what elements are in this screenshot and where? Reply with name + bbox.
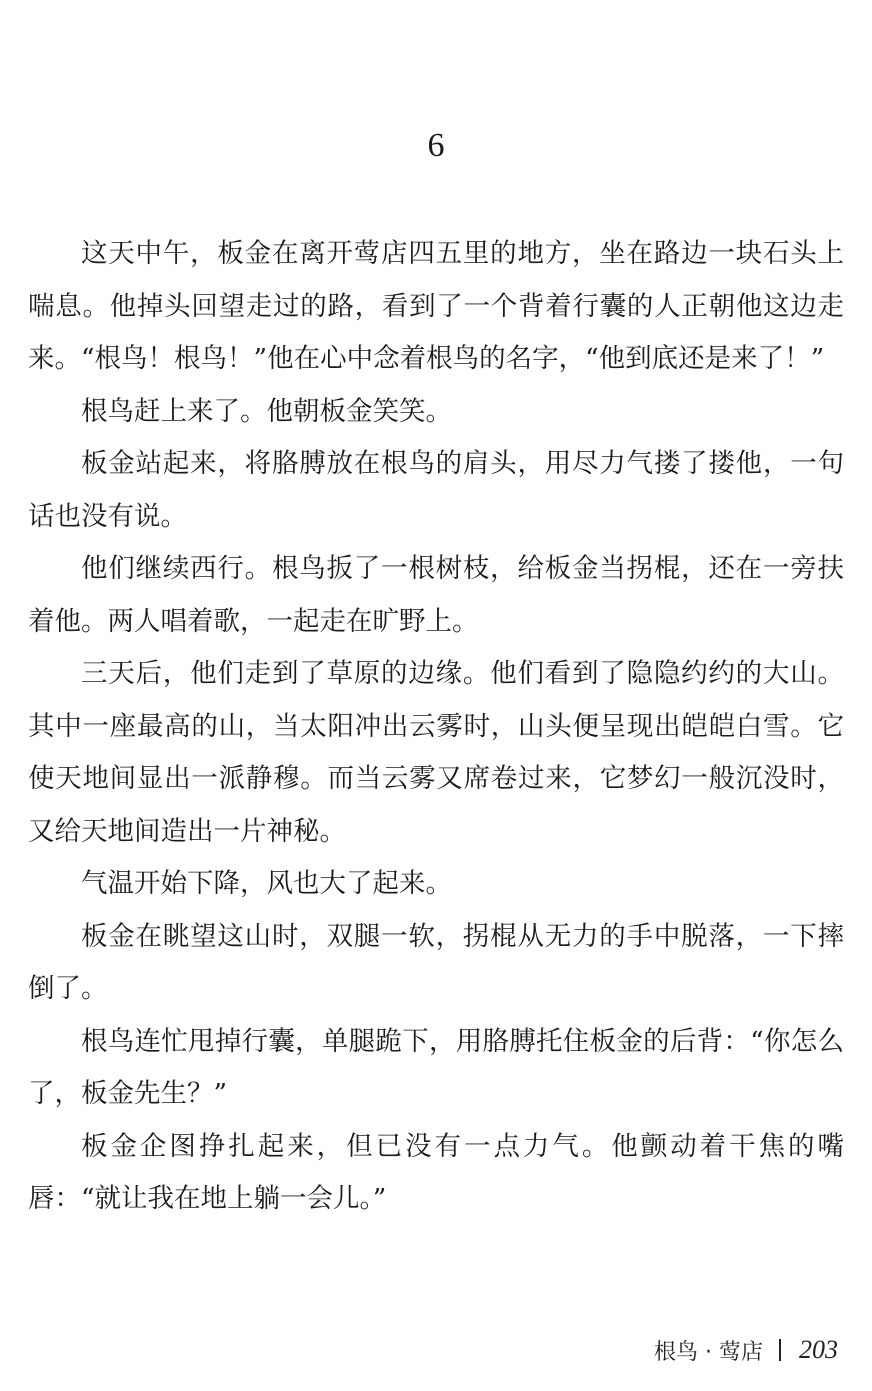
paragraph: 三天后，他们走到了草原的边缘。他们看到了隐隐约约的大山。其中一座最高的山，当太阳冲出云雾时，山头便呈现出皑皑白雪。它使天地间显出一派静穆。而当云雾又席卷过来，它梦幻一般沉没时，又给天地间造出一片神秘。 [28, 658, 844, 847]
paragraph: 板金站起来，将胳膊放在根鸟的肩头，用尽力气搂了搂他，一句话也没有说。 [28, 448, 844, 532]
running-title: 根鸟 · 莺店 [654, 1339, 763, 1365]
paragraph: 他们继续西行。根鸟扳了一根树枝，给板金当拐棍，还在一旁扶着他。两人唱着歌，一起走在旷野上。 [28, 553, 844, 637]
paragraph: 根鸟赶上来了。他朝板金笑笑。 [81, 395, 452, 427]
paragraph: 气温开始下降，风也大了起来。 [81, 868, 452, 899]
page-number: 203 [799, 1335, 838, 1364]
chapter-number: 6 [427, 127, 445, 164]
paragraph: 根鸟连忙甩掉行囊，单腿跪下，用胳膊托住板金的后背：“你怎么了，板金先生？” [28, 1025, 844, 1109]
body-text [28, 228, 844, 1226]
paragraph: 板金在眺望这山时，双腿一软，拐棍从无力的手中脱落，一下摔倒了。 [28, 920, 844, 1004]
page-footer [654, 1332, 838, 1368]
paragraph: 板金企图挣扎起来，但已没有一点力气。他颤动着干焦的嘴唇：“就让我在地上躺一会儿。” [28, 1130, 844, 1214]
paragraph: 这天中午，板金在离开莺店四五里的地方，坐在路边一块石头上喘息。他掉头回望走过的路，看到了一个背着行囊的人正朝他这边走来。“根鸟！根鸟！”他在心中念着根鸟的名字，“他到底还是来了！” [28, 238, 844, 374]
footer-divider [779, 1339, 781, 1361]
